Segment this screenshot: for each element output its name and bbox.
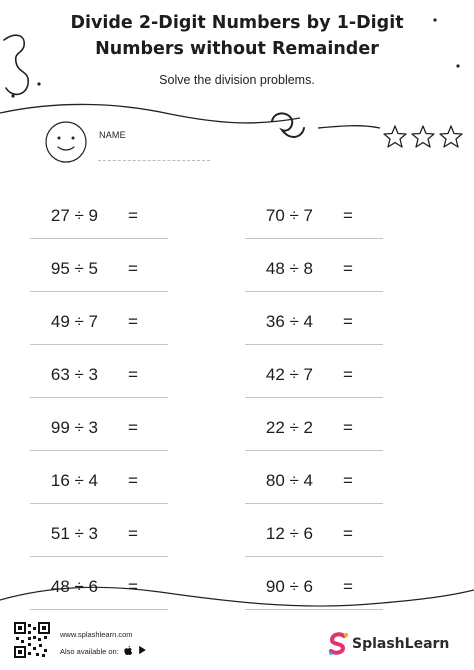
answer-blank[interactable] xyxy=(357,198,383,234)
answer-blank[interactable] xyxy=(142,410,168,446)
smiley-face-icon xyxy=(44,120,88,164)
problem-expression: 80 ÷ 4 xyxy=(265,471,313,490)
footer-available-on xyxy=(60,645,147,656)
problem-expression: 49 ÷ 7 xyxy=(50,312,98,331)
problem-row xyxy=(245,457,383,504)
worksheet-title xyxy=(0,10,474,62)
problem-row xyxy=(30,563,168,610)
name-field-line[interactable] xyxy=(98,160,210,161)
brand-name: SplashLearn xyxy=(352,636,450,652)
answer-blank[interactable] xyxy=(357,304,383,340)
equals-sign: = xyxy=(343,418,353,437)
problem-row xyxy=(30,510,168,557)
problem-expression: 36 ÷ 4 xyxy=(265,312,313,331)
qr-code-icon xyxy=(14,622,50,658)
problem-row xyxy=(30,457,168,504)
problem-expression: 16 ÷ 4 xyxy=(50,471,98,490)
answer-blank[interactable] xyxy=(357,569,383,605)
problem-expression: 90 ÷ 6 xyxy=(265,577,313,596)
problem-expression: 99 ÷ 3 xyxy=(50,418,98,437)
equals-sign: = xyxy=(128,206,138,225)
answer-blank[interactable] xyxy=(142,516,168,552)
equals-sign: = xyxy=(128,259,138,278)
problem-expression: 12 ÷ 6 xyxy=(265,524,313,543)
equals-sign: = xyxy=(343,206,353,225)
answer-blank[interactable] xyxy=(142,304,168,340)
name-label: NAME xyxy=(99,130,126,140)
star-rating-icons xyxy=(382,124,468,150)
problem-expression: 48 ÷ 8 xyxy=(265,259,313,278)
answer-blank[interactable] xyxy=(142,251,168,287)
problem-expression: 70 ÷ 7 xyxy=(265,206,313,225)
star-icon xyxy=(440,126,462,147)
problem-row xyxy=(245,510,383,557)
star-icon xyxy=(412,126,434,147)
problem-row xyxy=(30,192,168,239)
problem-row xyxy=(245,298,383,345)
equals-sign: = xyxy=(128,524,138,543)
answer-blank[interactable] xyxy=(142,463,168,499)
problem-expression: 63 ÷ 3 xyxy=(50,365,98,384)
answer-blank[interactable] xyxy=(142,357,168,393)
problem-row xyxy=(245,404,383,451)
equals-sign: = xyxy=(343,312,353,331)
equals-sign: = xyxy=(128,418,138,437)
problem-row xyxy=(30,404,168,451)
answer-blank[interactable] xyxy=(357,357,383,393)
answer-blank[interactable] xyxy=(357,410,383,446)
problem-expression: 27 ÷ 9 xyxy=(50,206,98,225)
equals-sign: = xyxy=(128,365,138,384)
problem-row xyxy=(245,192,383,239)
equals-sign: = xyxy=(343,577,353,596)
equals-sign: = xyxy=(128,471,138,490)
answer-blank[interactable] xyxy=(357,516,383,552)
problem-row xyxy=(245,351,383,398)
google-play-icon[interactable] xyxy=(138,645,147,655)
answer-blank[interactable] xyxy=(142,569,168,605)
problem-row xyxy=(245,563,383,610)
apple-icon[interactable] xyxy=(124,645,133,655)
footer-website[interactable]: www.splashlearn.com xyxy=(60,630,133,639)
problem-expression: 51 ÷ 3 xyxy=(50,524,98,543)
answer-blank[interactable] xyxy=(357,463,383,499)
problem-row xyxy=(30,351,168,398)
answer-blank[interactable] xyxy=(142,198,168,234)
problem-row xyxy=(245,245,383,292)
instructions: Solve the division problems. xyxy=(159,73,315,87)
equals-sign: = xyxy=(128,312,138,331)
problem-row xyxy=(30,298,168,345)
title-line-2: Numbers without Remainder xyxy=(95,39,379,59)
star-icon xyxy=(384,126,406,147)
title-line-1: Divide 2-Digit Numbers by 1-Digit xyxy=(70,13,404,33)
equals-sign: = xyxy=(128,577,138,596)
problem-expression: 22 ÷ 2 xyxy=(265,418,313,437)
splashlearn-logo-icon xyxy=(328,632,350,656)
equals-sign: = xyxy=(343,524,353,543)
problem-expression: 42 ÷ 7 xyxy=(265,365,313,384)
available-on-label: Also available on: xyxy=(60,647,119,656)
answer-blank[interactable] xyxy=(357,251,383,287)
problem-row xyxy=(30,245,168,292)
equals-sign: = xyxy=(343,259,353,278)
equals-sign: = xyxy=(343,365,353,384)
problem-expression: 48 ÷ 6 xyxy=(50,577,98,596)
problem-expression: 95 ÷ 5 xyxy=(50,259,98,278)
equals-sign: = xyxy=(343,471,353,490)
